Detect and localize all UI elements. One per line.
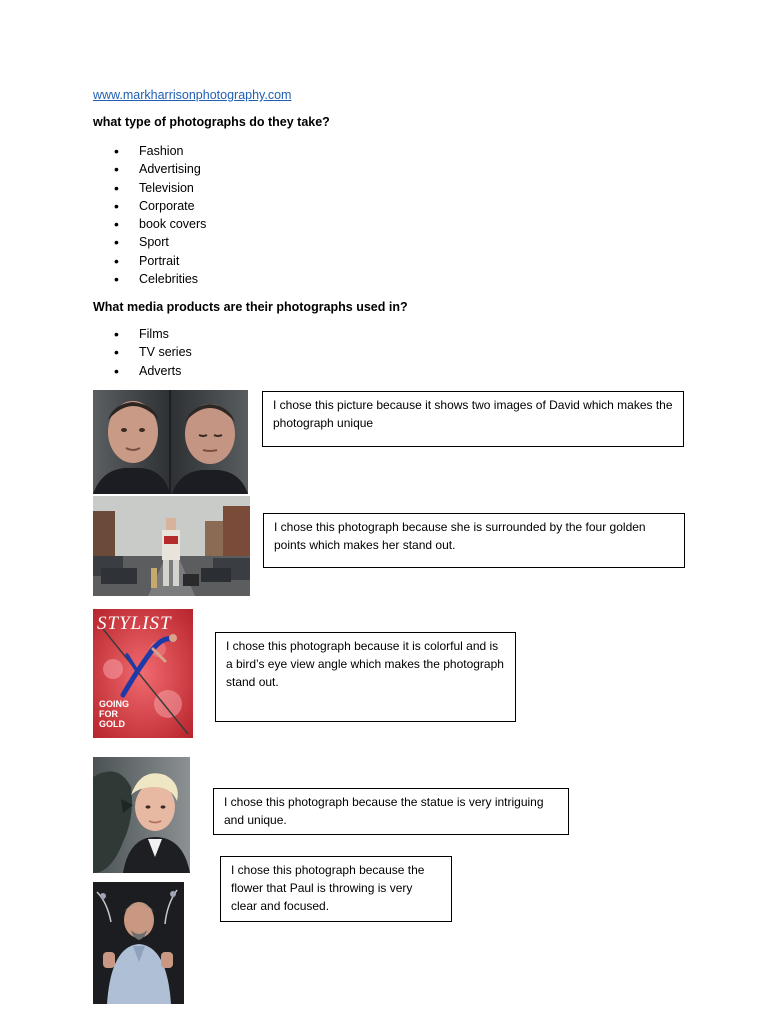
magazine-cover-line: GOING FOR GOLD xyxy=(99,699,130,729)
list-item: • Fashion xyxy=(0,142,206,160)
question-photo-types: what type of photographs do they take? xyxy=(93,115,330,129)
question-media-products: What media products are their photographs used in? xyxy=(93,300,408,314)
list-item: • Adverts xyxy=(0,362,192,380)
caption-box: I chose this photograph because the statue is very intriguing and unique. xyxy=(213,788,569,835)
caption-box: I chose this photograph because she is surrounded by the four golden points which makes her stand out. xyxy=(263,513,685,568)
list-item: • Films xyxy=(0,325,192,343)
photo-types-list xyxy=(0,142,206,288)
statue-photo xyxy=(93,757,190,873)
website-link[interactable]: www.markharrisonphotography.com xyxy=(93,88,292,102)
caption-box: I chose this photograph because it is colorful and is a bird’s eye view angle which makes the photograph stand out. xyxy=(215,632,516,722)
list-item: • Sport xyxy=(0,233,206,251)
magazine-cover xyxy=(93,609,193,738)
caption-box: I chose this photograph because the flower that Paul is throwing is very clear and focused. xyxy=(220,856,452,922)
portrait-photo xyxy=(93,390,248,494)
list-item: • TV series xyxy=(0,343,192,361)
paul-photo xyxy=(93,882,184,1004)
caption-box: I chose this picture because it shows two images of David which makes the photograph unique xyxy=(262,391,684,447)
list-item: • Television xyxy=(0,179,206,197)
list-item: • Celebrities xyxy=(0,270,206,288)
list-item: • Portrait xyxy=(0,252,206,270)
list-item: • Corporate xyxy=(0,197,206,215)
street-photo xyxy=(93,496,250,596)
list-item: • Advertising xyxy=(0,160,206,178)
media-products-list xyxy=(0,325,192,380)
list-item: • book covers xyxy=(0,215,206,233)
magazine-masthead: STYLIST xyxy=(97,613,172,634)
